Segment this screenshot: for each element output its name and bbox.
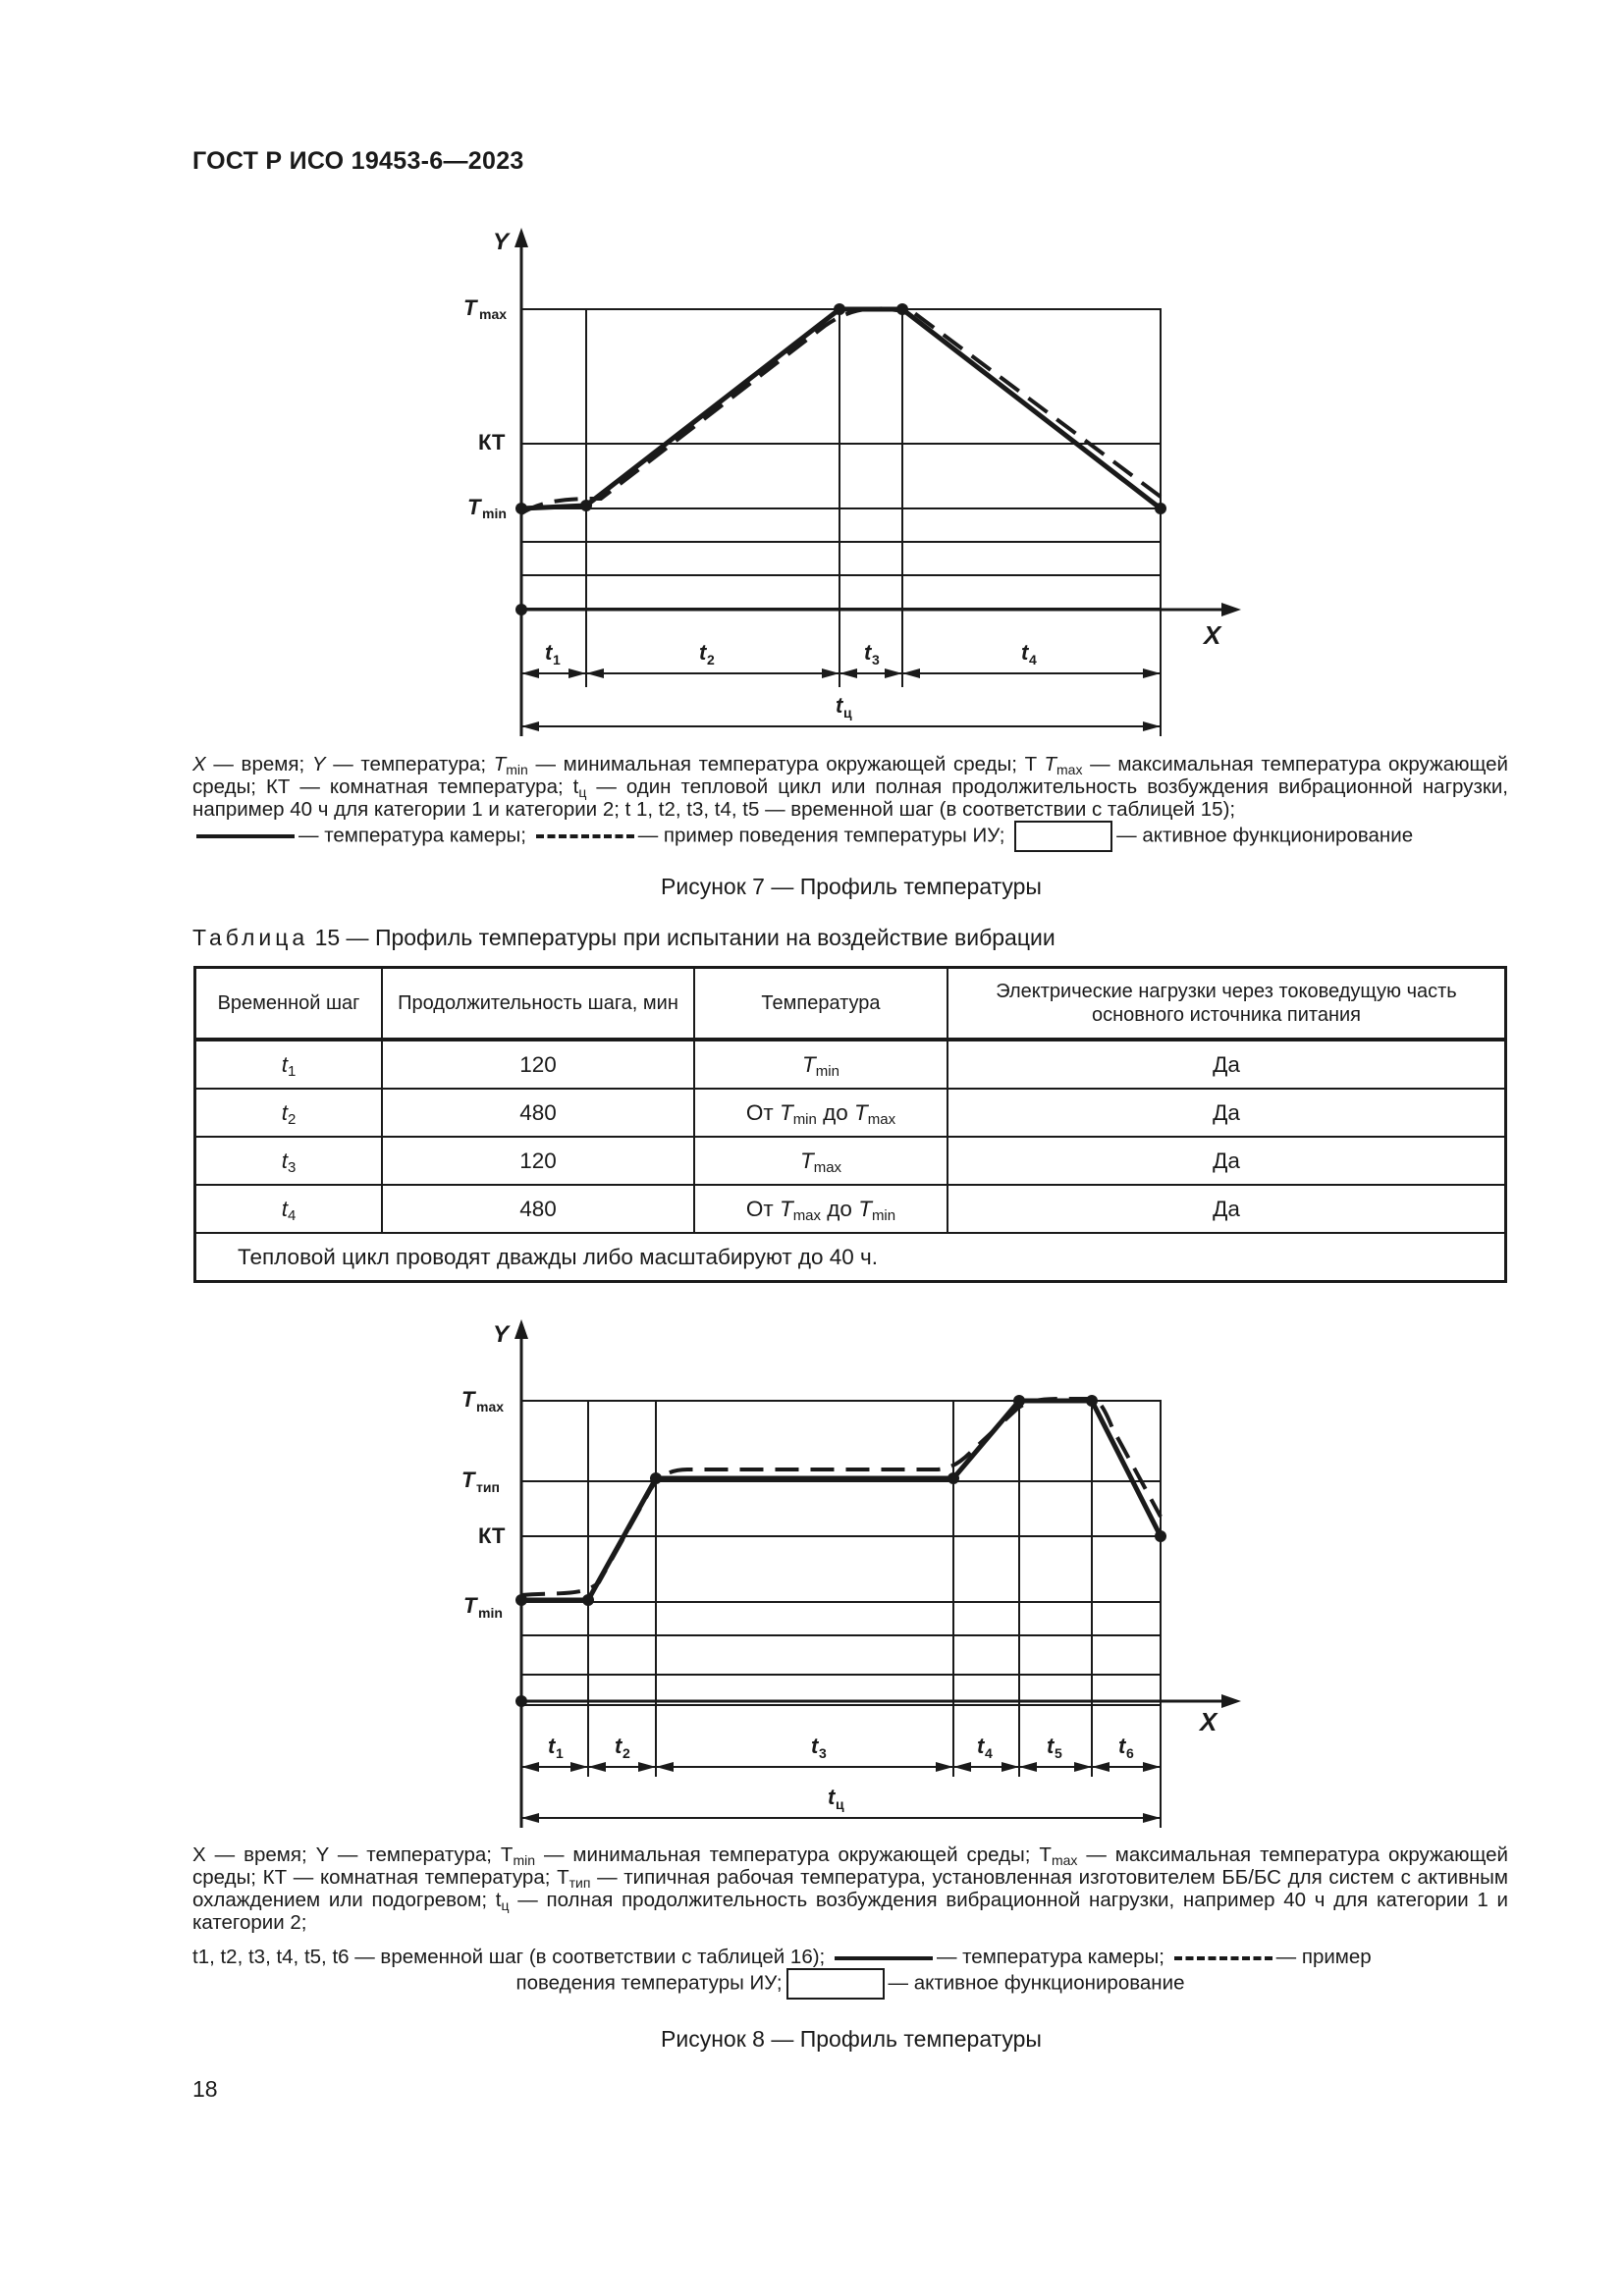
table15-header-load: Электрические нагрузки через токоведущую часть основного источника питания <box>947 968 1506 1041</box>
page-number: 18 <box>192 2076 218 2102</box>
fig8-interval-t3-sub: 3 <box>819 1745 827 1761</box>
table15-header-temp: Температура <box>694 968 947 1041</box>
fig8-axis-x-label: X <box>1200 1707 1218 1736</box>
fig7-label-tmin: T <box>467 495 481 519</box>
fig7-interval-t2-sub: 2 <box>707 652 715 667</box>
fig8-chamber-curve <box>521 1401 1161 1600</box>
fig7-label-tmax: T <box>463 295 477 320</box>
fig8-label-tmin-sub: min <box>478 1605 503 1621</box>
fig8-y-arrow <box>514 1319 528 1339</box>
fig8-total-tc: t <box>828 1785 836 1809</box>
fig7-axis-x-label: X <box>1204 620 1221 650</box>
fig7-interval-t1: t <box>545 640 553 665</box>
fig8-interval-t6-sub: 6 <box>1126 1745 1134 1761</box>
fig8-legend: X — время; Y — температура; $T_{min}$ — минимальная температура окружающей среды; $T_{max}$ — максимальная температура окружающей среды; КТ — комнатная температура; $T_{тип}$ — типичная рабочая температура, установленная изготовителем ББ/БС для систем с активным охлаждением или подогревом; $t_ц$ — полная продолжительность возбуждения вибрационной нагрузки, например 40 ч для категории 1 и категории 2; t1, t2, t3, t4, t5, t6 — временной шаг (в соответствии с таблицей 16); — температура камеры; — пример поведения температуры ИУ; — активное функционирование <box>192 1843 1508 2000</box>
fig7-label-tmin-sub: min <box>482 506 507 521</box>
table15-header-step: Временной шаг <box>195 968 383 1041</box>
table-row: $t_1$ 120 $T_{min}$ Да <box>195 1040 1506 1089</box>
table-row: $t_2$ 480 От $T_{min}$ до $T_{max}$ Да <box>195 1089 1506 1137</box>
fig7-interval-t3-sub: 3 <box>872 652 880 667</box>
fig7-legend-box-icon <box>1014 821 1112 852</box>
fig7-interval-t4: t <box>1021 640 1029 665</box>
fig8-label-tmax: T <box>461 1387 475 1412</box>
fig8-interval-t5: t <box>1047 1734 1055 1758</box>
fig8-interval-t6: t <box>1118 1734 1126 1758</box>
fig8-dim-arrowheads <box>521 1762 1161 1823</box>
fig8-label-tmax-sub: max <box>476 1399 505 1415</box>
fig7-chamber-curve <box>521 309 1161 508</box>
fig7-label-tmax-sub: max <box>479 306 508 322</box>
fig8-interval-t1: t <box>548 1734 556 1758</box>
fig8-x-arrow <box>1221 1694 1241 1708</box>
fig7-legend-text: X — время; Y — температура; $T_{min}$ — минимальная температура окружающей среды; T <box>192 753 1037 777</box>
fig7-legend: X — время; Y — температура; $T_{min}$ — минимальная температура окружающей среды; T $T_{max}$ — максимальная температура окружающей среды; КТ — комнатная температура; $t_ц$ — один тепловой цикл или полная продолжительность возбуждения вибрационной нагрузки, например 40 ч для категории 1 и категории 2; t 1, t2, t3, t4, t5 — временной шаг (в соответствии с таблицей 15); — температура камеры; — пример поведения температуры ИУ; — активное функционирование <box>192 753 1508 852</box>
fig7-total-tc-sub: ц <box>843 705 852 721</box>
table15-header-duration: Продолжительность шага, мин <box>382 968 694 1041</box>
fig7-legend-dashed-line-icon <box>536 834 634 838</box>
fig8-dut-curve <box>521 1399 1161 1595</box>
fig8-interval-t4: t <box>977 1734 985 1758</box>
fig8-interval-t2: t <box>615 1734 623 1758</box>
figure-7-chart <box>0 0 1624 766</box>
table15-note-row <box>195 1233 1506 1282</box>
fig8-legend-box-icon <box>786 1968 885 2000</box>
fig7-total-tc: t <box>836 693 843 718</box>
fig7-legend-steps: 1, t2, t3, t4, t5 <box>636 798 760 821</box>
document-header: ГОСТ Р ИСО 19453-6—2023 <box>192 147 524 175</box>
fig7-legend-text-2: — максимальная температура окружающей среды; КТ — комнатная температура; t <box>192 753 1509 798</box>
fig7-points <box>515 303 1166 615</box>
fig8-interval-t3: t <box>811 1734 819 1758</box>
fig8-interval-t1-sub: 1 <box>556 1745 564 1761</box>
fig8-legend-solid-line-icon <box>835 1956 933 1960</box>
fig8-label-kt: КТ <box>478 1523 506 1548</box>
fig8-legend-para-2: t1, t2, t3, t4, t5, t6 — временной шаг (в соответствии с таблицей 16); — температура камеры; — пример <box>192 1946 1372 1968</box>
fig7-legend-solid-line-icon <box>196 834 295 838</box>
fig8-label-ttip-sub: тип <box>476 1479 500 1495</box>
fig7-x-arrow <box>1221 603 1241 616</box>
fig8-caption: Рисунок 8 — Профиль температуры <box>661 2026 1042 2052</box>
table15-caption: Таблица 15 — Профиль температуры при испытании на воздействие вибрации <box>192 925 1056 950</box>
fig7-interval-t2: t <box>699 640 707 665</box>
fig8-axis-y-label: Y <box>493 1321 510 1348</box>
table15 <box>193 966 1507 1283</box>
figure-8-chart <box>0 1306 1624 1836</box>
fig8-interval-t4-sub: 4 <box>985 1745 993 1761</box>
table15-header-row <box>195 968 1506 1041</box>
fig7-interval-t1-sub: 1 <box>553 652 561 667</box>
fig8-interval-t5-sub: 5 <box>1055 1745 1062 1761</box>
table-row: $t_3$ 120 $T_{max}$ Да <box>195 1137 1506 1185</box>
fig7-grid-frame <box>521 309 1161 609</box>
fig7-y-arrow <box>514 228 528 247</box>
fig8-label-ttip: T <box>461 1468 475 1492</box>
fig7-caption: Рисунок 7 — Профиль температуры <box>661 874 1042 899</box>
fig7-interval-t4-sub: 4 <box>1029 652 1037 667</box>
fig8-interval-t2-sub: 2 <box>623 1745 630 1761</box>
table15-note: Тепловой цикл проводят дважды либо масштабируют до 40 ч. <box>195 1233 1506 1282</box>
fig7-axis-y-label: Y <box>493 229 510 255</box>
fig8-total-tc-sub: ц <box>836 1796 844 1812</box>
fig8-legend-para-1: X — время; Y — температура; $T_{min}$ — минимальная температура окружающей среды; $T_{max}$ — максимальная температура окружающей среды; КТ — комнатная температура; $T_{тип}$ — типичная рабочая температура, установленная изготовителем ББ/БС для систем с активным охлаждением или подогревом; $t_ц$ — полная продолжительность возбуждения вибрационной нагрузки, например 40 ч для категории 1 и категории 2; <box>192 1843 1508 1934</box>
fig8-legend-dashed-line-icon <box>1174 1956 1272 1960</box>
fig8-label-tmin: T <box>463 1593 477 1618</box>
fig7-interval-t3: t <box>864 640 872 665</box>
table-row: $t_4$ 480 От $T_{max}$ до $T_{min}$ Да <box>195 1185 1506 1233</box>
fig7-label-kt: КТ <box>478 430 506 454</box>
